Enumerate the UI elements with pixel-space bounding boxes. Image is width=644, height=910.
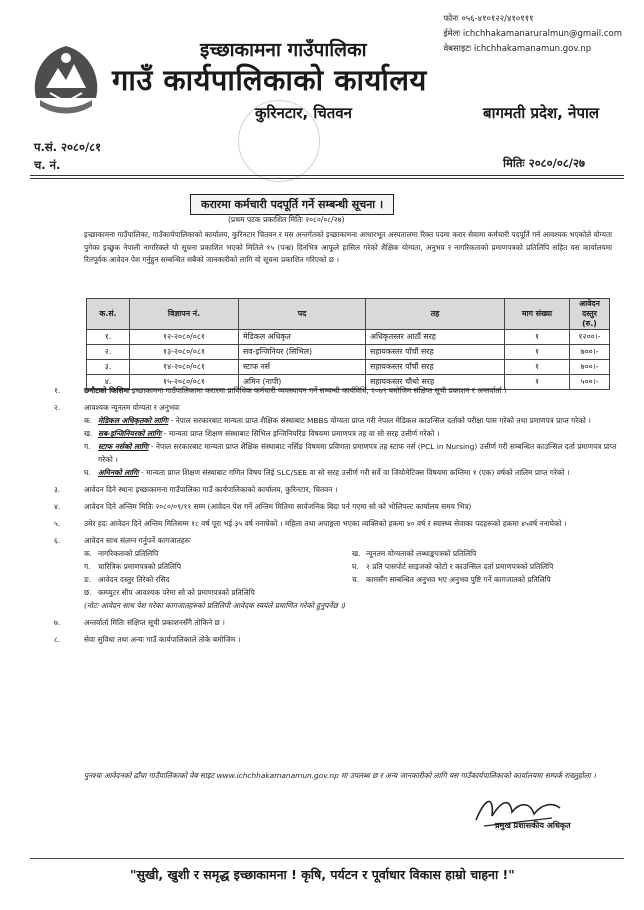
table-row [87, 360, 610, 375]
cell-fee: ५००।- [570, 375, 610, 390]
sub-letter: ख. [84, 429, 93, 438]
cell-fee: १२००।- [570, 330, 610, 345]
cell-level: सहायकस्तर पाँचौं सरह [366, 345, 505, 360]
cell-post: अमिन (नापी) [239, 375, 366, 390]
sub-item [84, 440, 620, 466]
cell-sn: २. [87, 345, 130, 360]
doc-letter: च. [352, 575, 360, 584]
sub-item [84, 427, 620, 440]
doc-text: चारित्रिक प्रमाणपत्रको प्रतिलिपि [98, 562, 182, 571]
postscript-note: पुनश्चः आवेदनको ढाँचा गाउँपालिकाको वेब साइट www.ichchhakamanamun.gov.np मा उपलब्ध छ र अन्य जानकारीको लागि यस गाउँकार्यपालिकाको कार्यालयमा सम्पर्क राख्नुहोला । [84, 771, 596, 780]
cell-post: मेडिकल अधिकृत [239, 330, 366, 345]
facilities-text: सेवा सुविधा तथा अन्यः गाउँ कार्यपालिकाले तोके बमोजिम । [84, 635, 241, 644]
list-item [54, 517, 620, 530]
motto-text: "सुखी, खुशी र समृद्ध इच्छाकामना ! कृषि, पर्यटन र पूर्वाधार विकास हाम्रो चाहना !" [130, 867, 515, 882]
application-place: आवेदन दिने स्थानः इच्छाकामना गाउँपालिका गाउँ कार्यपालिकाको कार्यालय, कुरिनटार, चितवन । [84, 485, 338, 494]
sub-heading: अमिनको लागिः [98, 468, 139, 477]
selection-text: इच्छाकामना गाउँपालिकामा करारमा प्राविधिक कर्मचारी व्यवस्थापन गर्ने सम्बन्धी कार्यविधि, २०७९ बमोजिम संक्षिप्त सूची प्रकाशन र अन्तर्वार्ता । [131, 386, 507, 395]
cell-ad-no: १४-२०८०/०८१ [130, 360, 239, 375]
cell-sn: १. [87, 330, 130, 345]
phone-text: फोनः ०५६-४१०१२२/४१०१११ [443, 14, 534, 24]
list-item [54, 616, 620, 629]
doc-text: आवेदन दस्तुर तिरेको रसिद [98, 575, 170, 584]
cell-level: सहायकस्तर चौथो सरह [366, 375, 505, 390]
doc-letter: छ. [84, 588, 92, 597]
doc-letter: क. [84, 549, 93, 558]
col-ad-no: विज्ञापन नं. [130, 299, 239, 330]
documents-heading: आवेदन साथ संलग्न गर्नुपर्ने कागजातहरुः [84, 536, 191, 545]
notice-title: करारमा कर्मचारी पदपूर्ति गर्ने सम्बन्धी सूचना । [190, 194, 394, 215]
list-item [54, 500, 620, 513]
item-number: १. [54, 386, 61, 395]
document-item [84, 586, 620, 599]
table-row [87, 345, 610, 360]
sub-heading: स्टाफ नर्सको लागिः [98, 442, 149, 451]
table-header-row [87, 299, 610, 330]
dispatch-number: च. नं. [34, 158, 61, 172]
document-item [352, 573, 620, 586]
col-post: पद [239, 299, 366, 330]
doc-letter: ङ. [84, 575, 92, 584]
cell-ad-no: १५-२०८०/०८१ [130, 375, 239, 390]
sub-item [84, 414, 620, 427]
footer-divider [30, 858, 624, 859]
doc-letter: घ. [352, 562, 359, 571]
cell-demand: १ [505, 330, 570, 345]
cell-demand: १ [505, 360, 570, 375]
list-item [54, 384, 620, 397]
document-item [352, 547, 620, 560]
letter-date: मितिः २०८०/०८/२७ [503, 156, 585, 170]
nepal-emblem-icon [26, 38, 106, 118]
sub-letter: क. [84, 416, 93, 425]
location-text: कुरिनटार, चितवन [255, 104, 352, 122]
sub-text: - मान्यता प्राप्त शिक्षण संस्थाबाट सिभिल इन्जिनियरिङ विषयमा प्रमाणपत्र तह वा सो सरह उत्तीर्ण गरेको । [163, 429, 440, 438]
sub-letter: ग. [84, 442, 91, 451]
item-number: ४. [54, 502, 61, 511]
publish-date: (प्रथम पटक प्रकाशित मितिः २०८०/०८/२७) [228, 215, 345, 224]
document-item [84, 560, 352, 573]
item-number: ३. [54, 485, 61, 494]
item-number: ८. [54, 635, 61, 644]
document-item [352, 560, 620, 573]
item-number: २. [54, 403, 61, 412]
selection-label: छनौटको किसिमः [84, 386, 130, 395]
sub-heading: सब-इन्जिनियरको लागिः [98, 429, 162, 438]
doc-text: कम्प्युटर सीप आवश्यक परेमा सो को प्रमाणपत्रको प्रतिलिपि [98, 588, 255, 597]
doc-text: न्यूनतम योग्यताको लब्धाङ्कपत्रको प्रतिलिपि [366, 549, 477, 558]
cell-ad-no: १२-२०८०/०८१ [130, 330, 239, 345]
documents-grid [84, 547, 620, 586]
cell-level: अधिकृतस्तर आठौं सरह [366, 330, 505, 345]
notice-items [54, 384, 620, 650]
doc-text: नागरिकताको प्रतिलिपि [98, 549, 159, 558]
sub-text: - नेपाल सरकारबाट मान्यता प्राप्त शैक्षिक संस्थाबाट MBBS योग्यता प्राप्त गरी नेपाल मेडिकल काउन्सिल दर्ताको परीक्षा पास गरेको तथा प्रमाणपत्र प्राप्त गरेको । [170, 416, 591, 425]
office-title: गाउँ कार्यपालिकाको कार्यालय [112, 63, 427, 97]
sub-item [84, 466, 620, 479]
list-item [54, 483, 620, 496]
item-number: ६. [54, 536, 61, 545]
doc-text: २ प्रति पासपोर्ट साइजको फोटो र काउन्सिल दर्ता प्रमाणपत्रको प्रतिलिपि [366, 562, 554, 571]
cell-post: स्टाफ नर्स [239, 360, 366, 375]
header-divider-2 [30, 178, 624, 179]
cell-fee: ७००।- [570, 345, 610, 360]
sub-heading: मेडिकल अधिकृतको लागिः [98, 416, 169, 425]
sub-text: - नेपाल सरकारबाट मान्यता प्राप्त शैक्षिक संस्थाबाट नर्सिङ विषयमा प्रविणता प्रमाणपत्र तह स्टाफ नर्स (PCL in Nursing) उत्तीर्ण गरी सम्बन्धित काउन्सिल दर्ता प्रमाणपत्र प्राप्त गरेको । [98, 442, 617, 464]
doc-text: कामसँग सम्बन्धित अनुभव भए अनुभव पुष्टि गर्ने कागजातको प्रतिलिपि [366, 575, 551, 584]
doc-letter: ग. [84, 562, 91, 571]
vacancy-table [86, 298, 610, 390]
cell-level: सहायकस्तर पाँचौं सरह [366, 360, 505, 375]
cell-ad-no: १३-२०८०/०८१ [130, 345, 239, 360]
province-text: बागमती प्रदेश, नेपाल [483, 104, 600, 122]
table-row [87, 330, 610, 345]
col-sn: क.सं. [87, 299, 130, 330]
interview-date-text: अन्तर्वार्ता मितिः संक्षिप्त सूची प्रकाशनसँगै तोकिने छ । [84, 618, 225, 627]
cell-demand: १ [505, 345, 570, 360]
email-text: ईमेलः ichchhakamanaruralmun@gmail.com [443, 29, 622, 39]
header-divider [30, 175, 624, 176]
signer-title: प्रमुख प्रशासकीय अधिकृत [495, 821, 571, 830]
office-name: इच्छाकामना गाउँपालिका [200, 39, 367, 61]
col-level: तह [366, 299, 505, 330]
cell-post: सव-इन्जिनियर (सिभिल) [239, 345, 366, 360]
list-item [54, 401, 620, 479]
sub-letter: घ. [84, 468, 91, 477]
document-item [84, 547, 352, 560]
col-fee: आवेदन दस्तुर (रु.) [570, 299, 610, 330]
cell-demand: १ [505, 375, 570, 390]
col-demand: माग संख्या [505, 299, 570, 330]
item-number: ५. [54, 519, 61, 528]
ref-number: प.सं. २०८०/८१ [34, 140, 102, 154]
list-item [54, 633, 620, 646]
item-number: ७. [54, 618, 61, 627]
document-item [84, 573, 352, 586]
cell-sn: ४. [87, 375, 130, 390]
qualification-heading: आवश्यक न्यूनतम योग्यता र अनुभवः [84, 403, 180, 412]
documents-note: (नोटः आवेदन साथ पेश गरेका कागजातहरुको प्रतिलिपी आवेदक स्वयंले प्रमाणित गरेको हुनुपर्नेछ ।) [84, 601, 346, 610]
age-limit-text: उमेर हदः आवेदन दिने अन्तिम मितिसम्म १८ वर्ष पूरा भई ३५ वर्ष ननाघेको । महिला तथा अपाङ्गता भएका व्यक्तिको हकमा ४० वर्ष र स्वास्थ्य सेवाका पदहरूको हकमा ४५वर्ष ननाघेको । [84, 519, 567, 528]
cell-fee: ७००।- [570, 360, 610, 375]
website-text: वेबसाइटः ichchhakamanamun.gov.np [443, 44, 592, 54]
doc-letter: ख. [352, 549, 361, 558]
cell-sn: ३. [87, 360, 130, 375]
deadline-text: आवेदन दिने अन्तिम मितिः २०८०/०९/११ सम्म (आवेदन पेश गर्ने अन्तिम मितिमा सार्वजनिक बिदा पर्न गएमा सो को भोलिपल्ट कार्यालय समय भित्र) [84, 502, 472, 511]
contact-info [443, 12, 622, 57]
sub-text: - मान्यता प्राप्त शिक्षण संस्थाबाट गणित विषय लिई SLC/SEE वा सो सरह उत्तीर्ण गरी सर्वे वा जियोमेटिक्स विषयमा कम्तिमा १ (एक) वर्षको तालिम प्राप्त गरेको । [141, 468, 570, 477]
intro-paragraph: इच्छाकामना गाउँपालिका, गाउँकार्यपालिकाको कार्यालय, कुरिनटार चितवन र यस अन्तर्गतको इच्छाकामना आधारभूत अस्पतालमा रिक्त पदमा करार सेवामा कर्मचारी पदपूर्ति गर्न आवश्यक भएकोले योग्यता पुगेका इच्छुक नेपाली नागरिकले यो सूचना प्रकाशित भएको मितिले १५ (पन्ध्र) दिनभित्र आफूले हासिल गरेको शैक्षिक योग्यता, अनुभव र नागरिकताको प्रमाणपत्रको प्रतिलिपि सहित यस कार्यालयमा रितपूर्वक आवेदन पेश गर्नुहुन सम्बन्धित सबैको जानकारीको लागि यो सूचना प्रकाशित गरिएको छ । [84, 230, 613, 264]
list-item [54, 534, 620, 612]
